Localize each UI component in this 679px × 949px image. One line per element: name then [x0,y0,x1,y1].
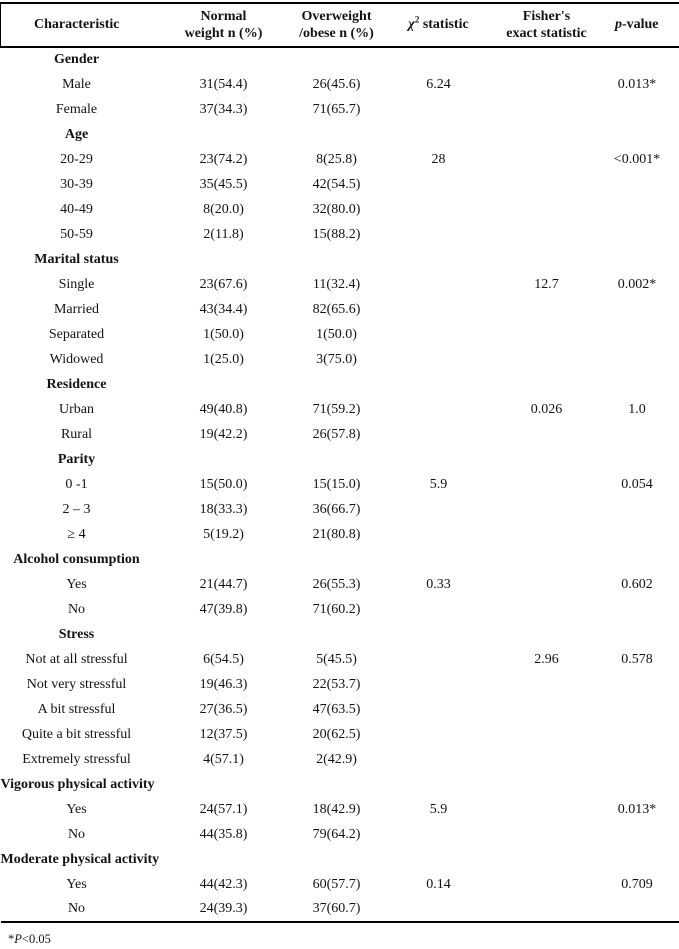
chi-square-cell [379,547,499,572]
chi-square-cell: 5.9 [429,476,448,492]
row-label: Yes [66,801,87,817]
fisher-exact-cell [499,572,595,597]
chi-square-cell [379,897,499,922]
col-header-overweight-line2: /obese n (%) [299,26,374,41]
category-row [1,372,679,397]
chi-square-cell [379,822,499,847]
table-body [1,47,679,922]
chi-square-cell [379,372,499,397]
fisher-exact-cell [499,847,595,872]
overweight-obese-cell: 82(65.6) [312,301,361,317]
normal-weight-cell [153,247,295,272]
chi-square-cell [379,772,499,797]
data-row [1,897,679,922]
data-row [1,172,679,197]
overweight-obese-cell [295,447,379,472]
p-value-cell [595,697,679,722]
row-label: Rural [60,426,93,442]
normal-weight-cell: 23(67.6) [199,276,248,292]
overweight-obese-cell [295,622,379,647]
normal-weight-cell: 5(19.2) [203,526,244,542]
data-row [1,422,679,447]
overweight-obese-cell: 47(63.5) [312,701,361,717]
overweight-obese-cell: 26(55.3) [312,576,361,592]
chi-square-cell [379,622,499,647]
overweight-obese-cell: 11(32.4) [312,276,361,292]
col-header-normal-weight-line2: weight n (%) [184,26,263,41]
fisher-exact-cell [499,747,595,772]
normal-weight-cell: 15(50.0) [199,476,248,492]
p-value-cell: 0.013* [617,76,657,92]
p-value-cell [595,822,679,847]
p-value-cell [595,772,679,797]
category-label: Moderate physical activity [0,851,160,867]
overweight-obese-cell [295,772,379,797]
footnote-threshold: <0.05 [21,932,51,946]
chi-square-cell [379,447,499,472]
table-header-row [1,3,679,47]
p-value-cell [595,47,679,72]
overweight-obese-cell [295,47,379,72]
row-label: Not very stressful [26,676,127,692]
p-value-cell: 0.013* [617,801,657,817]
fisher-exact-cell [499,172,595,197]
fisher-exact-cell [499,497,595,522]
col-header-p-value [595,3,679,47]
normal-weight-cell: 4(57.1) [203,751,244,767]
row-label: Quite a bit stressful [21,726,132,742]
fisher-exact-cell [499,622,595,647]
category-row [1,622,679,647]
chi-square-cell: 6.24 [426,76,451,92]
fisher-exact-cell [499,797,595,822]
p-value-cell [595,597,679,622]
p-value-cell [595,222,679,247]
row-label: A bit stressful [37,701,116,717]
normal-weight-cell: 18(33.3) [199,501,248,517]
data-row [1,72,679,97]
col-header-fisher-exact [499,3,595,47]
data-row [1,697,679,722]
overweight-obese-cell: 8(25.8) [316,151,357,167]
row-label: Widowed [49,351,104,367]
overweight-obese-cell: 18(42.9) [312,801,361,817]
data-row [1,597,679,622]
row-label: Single [58,276,95,292]
overweight-obese-cell: 26(57.8) [312,426,361,442]
fisher-exact-cell [499,97,595,122]
normal-weight-cell: 44(42.3) [199,876,248,892]
overweight-obese-cell: 21(80.8) [312,526,361,542]
p-value-cell [595,372,679,397]
category-row [1,772,679,797]
fisher-exact-cell [499,672,595,697]
fisher-exact-cell [499,547,595,572]
overweight-obese-cell: 15(88.2) [312,226,361,242]
overweight-obese-cell: 26(45.6) [312,76,361,92]
overweight-obese-cell [295,847,379,872]
category-row [1,447,679,472]
p-value-cell [595,247,679,272]
category-label: Marital status [34,251,119,267]
normal-weight-cell [153,622,295,647]
fisher-exact-cell: 0.026 [530,401,563,417]
normal-weight-cell [153,447,295,472]
fisher-exact-cell [499,772,595,797]
col-header-normal-weight-line1: Normal [200,8,247,24]
normal-weight-cell: 1(50.0) [203,326,244,342]
row-label: 30-39 [60,176,93,192]
normal-weight-cell [153,47,295,72]
data-row [1,647,679,672]
p-value-cell [595,97,679,122]
col-header-fisher-line1: Fisher's [522,8,571,24]
row-label: No [67,601,86,617]
data-row [1,397,679,422]
category-row [1,547,679,572]
data-row [1,672,679,697]
p-value-cell [595,447,679,472]
chi-square-cell [379,422,499,447]
overweight-obese-cell: 3(75.0) [316,351,357,367]
chi-square-cell [379,497,499,522]
normal-weight-cell: 43(34.4) [199,301,248,317]
row-label: 2 – 3 [62,501,91,517]
chi-square-cell [379,747,499,772]
p-value-italic-p: p [614,17,622,33]
chi-square-cell [379,347,499,372]
normal-weight-cell [153,847,295,872]
footnote-p-symbol: P [14,932,22,946]
p-value-cell [595,672,679,697]
chi-square-cell: 0.14 [426,876,451,892]
normal-weight-cell: 47(39.8) [199,601,248,617]
fisher-exact-cell [499,147,595,172]
normal-weight-cell: 31(54.4) [199,76,248,92]
chi-superscript: 2 [414,14,420,25]
fisher-exact-cell [499,822,595,847]
chi-square-cell [379,397,499,422]
row-label: No [67,826,86,842]
col-header-chi-square-statistic [379,3,499,47]
fisher-exact-cell [499,422,595,447]
p-value-cell [595,747,679,772]
p-value-cell [595,522,679,547]
row-label: Yes [66,876,87,892]
normal-weight-cell: 21(44.7) [199,576,248,592]
row-label: Extremely stressful [22,751,131,767]
category-row [1,847,679,872]
fisher-exact-cell [499,322,595,347]
data-row [1,522,679,547]
chi-statistic-label: statistic [419,17,469,33]
row-label: Urban [59,401,94,417]
row-label: Not at all stressful [25,651,128,667]
overweight-obese-cell: 71(65.7) [312,101,361,117]
data-row [1,722,679,747]
chi-square-cell: 28 [431,151,446,167]
overweight-obese-cell: 36(66.7) [312,501,361,517]
data-row [1,222,679,247]
row-label: ≥ 4 [67,526,86,542]
overweight-obese-cell: 32(80.0) [312,201,361,217]
chi-square-cell [379,97,499,122]
col-header-characteristic [1,3,153,47]
chi-square-cell [379,197,499,222]
chi-square-cell [379,272,499,297]
overweight-obese-cell: 2(42.9) [316,751,357,767]
category-label: Alcohol consumption [13,551,140,567]
chi-square-cell [379,697,499,722]
overweight-obese-cell [295,122,379,147]
overweight-obese-cell: 37(60.7) [295,897,379,922]
normal-weight-cell: 35(45.5) [199,176,248,192]
row-label: 0 -1 [65,476,88,492]
row-label: No [1,897,153,922]
normal-weight-cell: 49(40.8) [199,401,248,417]
fisher-exact-cell [499,122,595,147]
chi-square-cell [379,647,499,672]
p-value-cell: 0.578 [621,651,653,667]
normal-weight-cell: 27(36.5) [199,701,248,717]
p-value-cell: 0.002* [617,276,657,292]
chi-square-cell: 5.9 [429,801,448,817]
col-header-overweight-line1: Overweight [301,8,372,24]
significance-footnote [0,932,679,947]
fisher-exact-cell [499,447,595,472]
p-value-cell [595,347,679,372]
p-value-cell: 0.054 [621,476,653,492]
category-label: Stress [58,626,95,642]
data-row [1,197,679,222]
table-header [1,3,679,47]
overweight-obese-cell [295,247,379,272]
overweight-obese-cell: 79(64.2) [312,826,361,842]
normal-weight-cell: 6(54.5) [203,651,244,667]
p-value-cell [595,497,679,522]
fisher-exact-cell [499,72,595,97]
fisher-exact-cell [499,722,595,747]
col-header-overweight-obese [295,3,379,47]
p-value-cell [595,422,679,447]
p-value-cell: 0.602 [621,576,653,592]
characteristics-table [0,2,679,923]
fisher-exact-cell: 12.7 [534,276,559,292]
overweight-obese-cell: 1(50.0) [316,326,357,342]
p-value-cell [595,722,679,747]
data-row [1,572,679,597]
data-row [1,872,679,897]
row-label: 40-49 [60,201,93,217]
p-value-cell [595,847,679,872]
category-label: Age [64,126,89,142]
p-value-cell [595,172,679,197]
chi-square-cell [379,847,499,872]
chi-square-cell [379,297,499,322]
overweight-obese-cell: 20(62.5) [312,726,361,742]
data-row [1,272,679,297]
normal-weight-cell: 37(34.3) [199,101,248,117]
chi-square-cell [379,672,499,697]
data-row [1,322,679,347]
category-label: Residence [46,376,107,392]
p-value-label: -value [621,17,659,33]
row-label: Male [62,76,91,92]
overweight-obese-cell: 42(54.5) [312,176,361,192]
data-row [1,797,679,822]
category-row [1,247,679,272]
normal-weight-cell: 2(11.8) [203,226,244,242]
normal-weight-cell: 24(39.3) [153,897,295,922]
normal-weight-cell: 12(37.5) [199,726,248,742]
p-value-cell: 1.0 [628,401,646,417]
row-label: 50-59 [60,226,93,242]
chi-square-cell [379,522,499,547]
chi-square-cell [379,597,499,622]
fisher-exact-cell [499,372,595,397]
fisher-exact-cell [499,297,595,322]
fisher-exact-cell [499,597,595,622]
normal-weight-cell [153,547,295,572]
col-header-normal-weight [153,3,295,47]
p-value-cell [595,322,679,347]
data-row [1,347,679,372]
fisher-exact-cell [499,697,595,722]
normal-weight-cell [153,122,295,147]
overweight-obese-cell [295,372,379,397]
chi-square-cell [379,122,499,147]
data-row [1,497,679,522]
p-value-cell [595,197,679,222]
row-label: Married [53,301,100,317]
footnote-asterisk: * [8,932,15,946]
data-row [1,297,679,322]
fisher-exact-cell [499,472,595,497]
fisher-exact-cell: 2.96 [534,651,559,667]
normal-weight-cell: 1(25.0) [203,351,244,367]
data-row [1,147,679,172]
fisher-exact-cell [499,347,595,372]
normal-weight-cell: 44(35.8) [199,826,248,842]
fisher-exact-cell [499,222,595,247]
chi-square-cell [379,247,499,272]
overweight-obese-cell: 22(53.7) [312,676,361,692]
p-value-cell [595,297,679,322]
col-header-characteristic-label: Characteristic [33,17,120,33]
p-value-cell: 0.709 [621,876,653,892]
data-row [1,822,679,847]
normal-weight-cell [153,372,295,397]
row-label: Separated [48,326,105,342]
fisher-exact-cell [499,897,595,922]
p-value-cell [595,547,679,572]
normal-weight-cell: 8(20.0) [203,201,244,217]
normal-weight-cell: 19(46.3) [199,676,248,692]
chi-square-cell [379,722,499,747]
fisher-exact-cell [499,872,595,897]
fisher-exact-cell [499,197,595,222]
fisher-exact-cell [499,247,595,272]
chi-symbol: χ [408,17,415,33]
normal-weight-cell: 23(74.2) [199,151,248,167]
chi-square-cell: 0.33 [426,576,451,592]
p-value-cell [595,622,679,647]
p-value-cell: <0.001* [613,151,661,167]
overweight-obese-cell: 5(45.5) [316,651,357,667]
category-row [1,47,679,72]
fisher-exact-cell [499,522,595,547]
category-row [1,122,679,147]
chi-square-cell [379,222,499,247]
overweight-obese-cell: 60(57.7) [312,876,361,892]
data-row [1,747,679,772]
category-label: Vigorous physical activity [0,776,155,792]
normal-weight-cell: 19(42.2) [199,426,248,442]
chi-square-cell [379,47,499,72]
data-row [1,97,679,122]
p-value-cell [595,897,679,922]
overweight-obese-cell: 15(15.0) [312,476,361,492]
data-row [1,472,679,497]
fisher-exact-cell [499,47,595,72]
chi-square-cell [379,172,499,197]
category-label: Parity [57,451,96,467]
row-label: Yes [66,576,87,592]
chi-square-cell [379,322,499,347]
p-value-cell [595,122,679,147]
overweight-obese-cell: 71(60.2) [312,601,361,617]
normal-weight-cell: 24(57.1) [199,801,248,817]
overweight-obese-cell [295,547,379,572]
row-label: 20-29 [60,151,93,167]
col-header-fisher-line2: exact statistic [506,26,587,41]
category-label: Gender [53,52,100,67]
row-label: Female [55,101,98,117]
normal-weight-cell [153,772,295,797]
overweight-obese-cell: 71(59.2) [312,401,361,417]
